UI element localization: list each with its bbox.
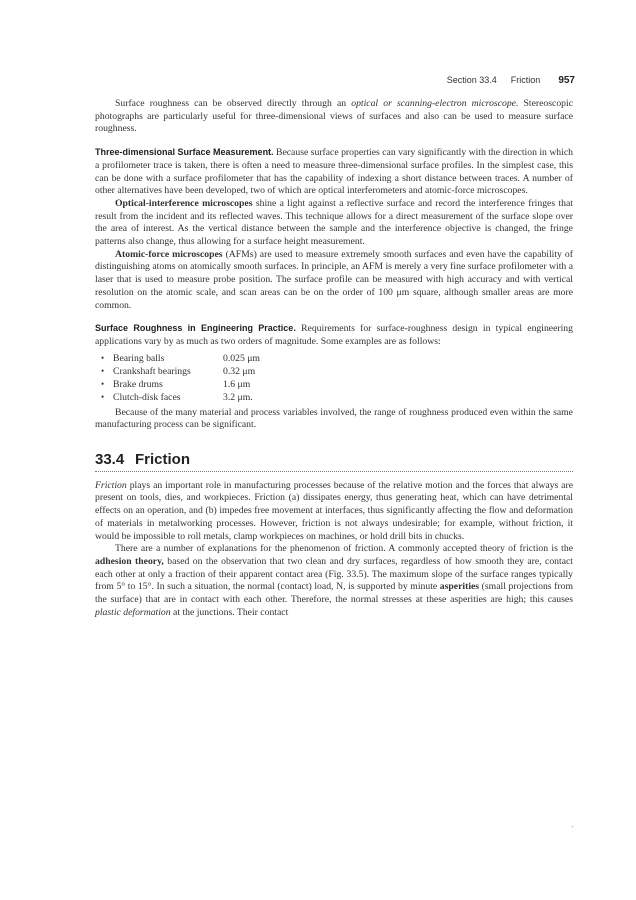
example-value: 3.2 μm. (223, 391, 253, 403)
bold-term: Atomic-force microscopes (115, 248, 223, 260)
running-head (95, 75, 575, 86)
example-value: 0.025 μm (223, 352, 260, 364)
example-label: Crankshaft bearings (113, 365, 191, 377)
text-run: There are a number of explanations for the phenomenon of friction. A commonly accepted theory of friction is the (115, 543, 573, 555)
list-item (101, 391, 573, 404)
section-number: 33.4 (95, 451, 125, 469)
text-run: Surface roughness can be observed directly through an (115, 98, 352, 109)
running-head-title: Friction (510, 75, 541, 85)
example-value: 1.6 μm (223, 378, 251, 390)
bold-term: Optical-interference microscopes (115, 197, 253, 209)
italic-term: plastic deformation (95, 606, 171, 618)
bullet-icon: • (101, 391, 105, 402)
list-item (101, 378, 573, 391)
paragraph-optical-interference (95, 198, 573, 249)
page-number: 957 (558, 75, 575, 86)
example-value: 0.32 μm (223, 365, 256, 377)
bold-term: adhesion theory, (95, 555, 164, 567)
bullet-icon: • (101, 352, 105, 363)
text-run: based on the observation that two clean and dry surfaces, regardless of how smooth they are, contact each other at only a fraction of their apparent contact area (Fig. 33.5). The maximum slope of the surface ranges typically from 5° to 15°. In such a situation, the normal (contact) load, N, is supported by minute (95, 555, 573, 593)
section-heading (95, 451, 573, 469)
text-run: Because surface properties can vary significantly with the direction in which a profilometer trace is taken, there is often a need to measure three-dimensional surface profiles. In the simplest case, this can be done with a surface profilometer that has the capability of indexing a short distance between traces. A number of other alternatives have been developed, two of which are optical interferometers and atomic-force microscopes. (95, 147, 573, 197)
paragraph-friction-intro (95, 480, 573, 544)
run-in-heading: Surface Roughness in Engineering Practice. (95, 323, 296, 334)
body-text (95, 98, 573, 620)
run-in-heading: Three-dimensional Surface Measurement. (95, 147, 274, 158)
list-item (101, 365, 573, 378)
roughness-examples-list (101, 352, 573, 404)
list-item (101, 352, 573, 365)
paragraph-microscope (95, 98, 573, 136)
example-label: Clutch-disk faces (113, 391, 181, 403)
italic-term: optical or scanning-electron microscope. (351, 98, 519, 109)
text-run: Requirements for surface-roughness design in typical engineering applications vary by as much as two orders of magnitude. Some examples are as follows: (95, 323, 573, 347)
bold-term: asperities (439, 581, 480, 593)
italic-term: Friction (95, 479, 127, 491)
text-run: (small projections from the surface) that are in contact with each other. Therefore, the normal stresses at these asperities are high; this causes (95, 581, 573, 606)
text-run: shine a light against a reflective surface and record the interference fringes that result from the incident and its reflected waves. This technique allows for a direct measurement of the surface slope over the area of interest. As the vertical distance between the sample and the interference objective is changed, the fringe patterns also change, thus allowing for a surface height measurement. (95, 197, 573, 248)
section-title: Friction (135, 451, 190, 469)
example-label: Brake drums (113, 378, 163, 390)
paragraph-three-dimensional (95, 146, 573, 198)
paragraph-afm (95, 249, 573, 313)
bullet-icon: • (101, 378, 105, 389)
example-label: Bearing balls (113, 352, 165, 364)
paragraph-adhesion-theory (95, 543, 573, 619)
bullet-icon: • (101, 365, 105, 376)
paragraph-engineering-practice (95, 322, 573, 348)
section-rule (95, 471, 573, 472)
text-run: at the junctions. Their contact (170, 606, 289, 618)
text-run: Stereoscopic photographs are particularly useful for three-dimensional views of surfaces and also can be used to measure surface roughness. (95, 98, 574, 135)
running-head-section: Section 33.4 (446, 75, 497, 85)
text-run: plays an important role in manufacturing processes because of the relative motion and the forces that always are present on tools, dies, and workpieces. Friction (a) dissipates energy, thus generating heat, which can have detrimental effects on an operation, and (b) impedes free movement at interfaces, thus significantly affecting the flow and deformation of materials in metalworking processes. However, friction is not always undesirable; for example, without friction, it would be impossible to roll metals, clamp workpieces on machines, or hold drill bits in chucks. (95, 479, 573, 542)
paragraph-variables: Because of the many material and process variables involved, the range of roughness produced even within the same manufacturing process can be significant. (95, 406, 573, 431)
corner-mark: - (571, 822, 574, 831)
text-run: (AFMs) are used to measure extremely smooth surfaces and even have the capability of distinguishing atoms on atomically smooth surfaces. In principle, an AFM is merely a very fine surface profilometer with a laser that is used to measure probe position. The surface profile can be measured with high accuracy and with vertical resolution on the atomic scale, and scan areas can be on the order of 100 μm square, although smaller areas are more common. (95, 248, 573, 311)
